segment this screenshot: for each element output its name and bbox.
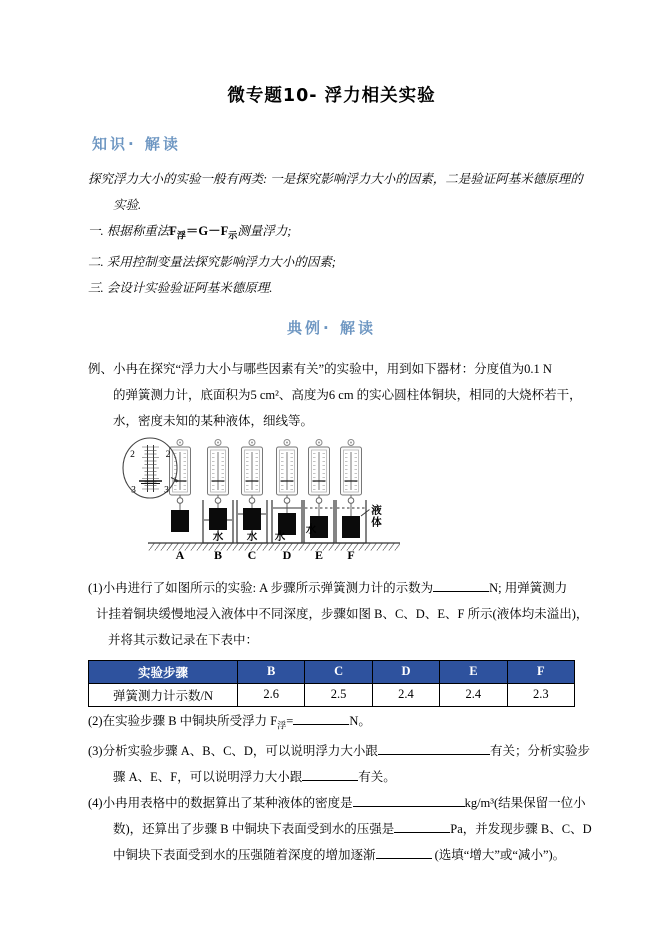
table-header-d: D <box>372 660 439 683</box>
q3-text: 有关。 <box>358 770 396 784</box>
knowledge-line-2 <box>88 192 575 218</box>
example-text: 的弹簧测力计，底面积为5 cm²、高度为6 cm 的实心圆柱体铜块，相同的大烧杯若干， <box>113 387 582 402</box>
q4-text: (选填“增大”或“减小”)。 <box>431 848 566 862</box>
answer-blank <box>433 578 489 592</box>
figure-step-label-e: E <box>314 547 324 562</box>
answer-blank <box>353 793 465 807</box>
answer-blank <box>376 845 432 859</box>
figure-step-label-c: C <box>247 547 257 562</box>
knowledge-line-3 <box>88 218 575 249</box>
q2-text: (2)在实验步骤 B 中铜块所受浮力 F <box>88 713 278 728</box>
q2-text: N。 <box>349 713 371 728</box>
q4-line-2 <box>88 816 592 842</box>
table-header-e: E <box>440 660 507 683</box>
knowledge-section-header: 知识· 解读 <box>92 135 181 153</box>
table-row <box>89 683 575 706</box>
q4-text: Pa，并发现步骤 B、C、D <box>450 822 592 836</box>
q1-text: (1)小冉进行了如图所示的实验: A 步骤所示弹簧测力计的示数为 <box>88 580 434 595</box>
example-section-header: 典例· 解读 <box>287 318 376 337</box>
q1-text: 并将其示数记录在下表中： <box>108 632 259 647</box>
knowledge-line-5 <box>88 275 575 301</box>
formula-subscript: 示 <box>228 230 238 241</box>
example-line-3 <box>88 408 575 434</box>
buoyancy-formula <box>169 224 238 241</box>
figure-step-label-b: B <box>213 547 223 562</box>
q4-text: (4)小冉用表格中的数据算出了某种液体的密度是 <box>88 796 353 810</box>
table-cell: 2.6 <box>238 683 305 706</box>
q2-line-1 <box>88 708 575 739</box>
table-cell: 2.4 <box>372 683 439 706</box>
table-cell: 2.3 <box>507 683 574 706</box>
knowledge-text: 实验. <box>113 198 142 212</box>
example-text: 水，密度未知的某种液体，细线等。 <box>113 413 314 428</box>
inset-number: 3 <box>131 485 136 495</box>
q3-text: 骤 A、E、F，可以说明浮力大小跟 <box>113 770 303 784</box>
example-line-2 <box>88 382 582 408</box>
question-2 <box>88 708 575 739</box>
inset-number: 2 <box>165 449 171 460</box>
water-label: 水 <box>274 531 286 542</box>
q4-line-3 <box>88 842 575 868</box>
q1-text: N; 用弹簧测力 <box>489 580 568 595</box>
answer-blank <box>394 819 450 833</box>
example-line-1 <box>88 356 575 382</box>
answer-blank <box>378 741 490 755</box>
figure-step-label-a: A <box>175 547 185 562</box>
q1-line-2 <box>88 601 589 627</box>
knowledge-text: 一. 根据称重法 <box>88 224 170 238</box>
q3-text: (3)分析实验步骤 A、B、C、D，可以说明浮力大小跟 <box>88 744 378 758</box>
knowledge-line-1 <box>88 166 583 192</box>
example-text: 例、小冉在探究“浮力大小与哪些因素有关”的实验中，用到如下器材：分度值为0.1 N <box>88 361 552 376</box>
water-label: 水 <box>212 531 224 542</box>
table-cell: 2.5 <box>305 683 372 706</box>
q1-line-1 <box>88 575 575 601</box>
knowledge-section <box>88 166 583 301</box>
example-problem <box>88 356 582 434</box>
formula-symbol: ＝G－F <box>185 224 229 238</box>
knowledge-line-4 <box>88 249 575 275</box>
ground-hatching <box>148 543 400 550</box>
q3-line-2 <box>88 764 575 790</box>
q4-text: 数)，还算出了步骤 B 中铜块下表面受到水的压强是 <box>113 822 395 836</box>
table-header-f: F <box>507 660 574 683</box>
table-cell: 2.4 <box>440 683 507 706</box>
q3-line-1 <box>88 738 590 764</box>
answer-blank <box>302 767 358 781</box>
table-row-label: 弹簧测力计示数/N <box>89 683 238 706</box>
q3-text: 有关；分析实验步 <box>489 744 590 758</box>
knowledge-text: 测量浮力; <box>237 224 292 238</box>
knowledge-text: 三. 会设计实验验证阿基米德原理. <box>88 280 273 295</box>
liquid-label: 体 <box>371 517 382 528</box>
q2-subscript: 浮 <box>277 720 287 730</box>
answer-blank <box>293 711 349 725</box>
water-label: 水 <box>246 531 258 542</box>
results-table <box>88 660 575 707</box>
table-header-row <box>89 660 575 683</box>
formula-subscript: 浮 <box>176 230 186 241</box>
experiment-figure <box>120 437 575 571</box>
q1-line-3 <box>88 627 575 653</box>
figure-step-label-d: D <box>282 547 292 562</box>
q2-text: = <box>286 713 294 728</box>
formula-symbol: F <box>169 224 177 238</box>
q4-text: kg/m³(结果保留一位小 <box>464 796 586 810</box>
inset-number: 3 <box>164 485 169 495</box>
question-1 <box>88 575 589 653</box>
table-header-b: B <box>238 660 305 683</box>
knowledge-text: 二. 采用控制变量法探究影响浮力大小的因素; <box>88 254 336 269</box>
q4-text: 中铜块下表面受到水的压强随着深度的增加逐渐 <box>113 848 376 862</box>
table-header-steps: 实验步骤 <box>89 660 238 683</box>
water-label: 水 <box>305 524 317 535</box>
inset-number: 2 <box>130 449 135 460</box>
question-4 <box>88 790 592 868</box>
liquid-label: 液 <box>371 505 382 516</box>
figure-shapes <box>123 438 370 543</box>
knowledge-text: 探究浮力大小的实验一般有两类: 一是探究影响浮力大小的因素，二是验证阿基米德原理的 <box>88 172 583 186</box>
figure-step-label-f: F <box>347 547 355 562</box>
question-3 <box>88 738 590 790</box>
q1-text: 计挂着铜块缓慢地浸入液体中不同深度，步骤如图 B、C、D、E、F 所示(液体均未溢出)， <box>96 606 589 621</box>
table-header-c: C <box>305 660 372 683</box>
page-title: 微专题10- 浮力相关实验 <box>227 86 436 106</box>
q4-line-1 <box>88 790 586 816</box>
spring-scale-diagram <box>120 437 450 571</box>
